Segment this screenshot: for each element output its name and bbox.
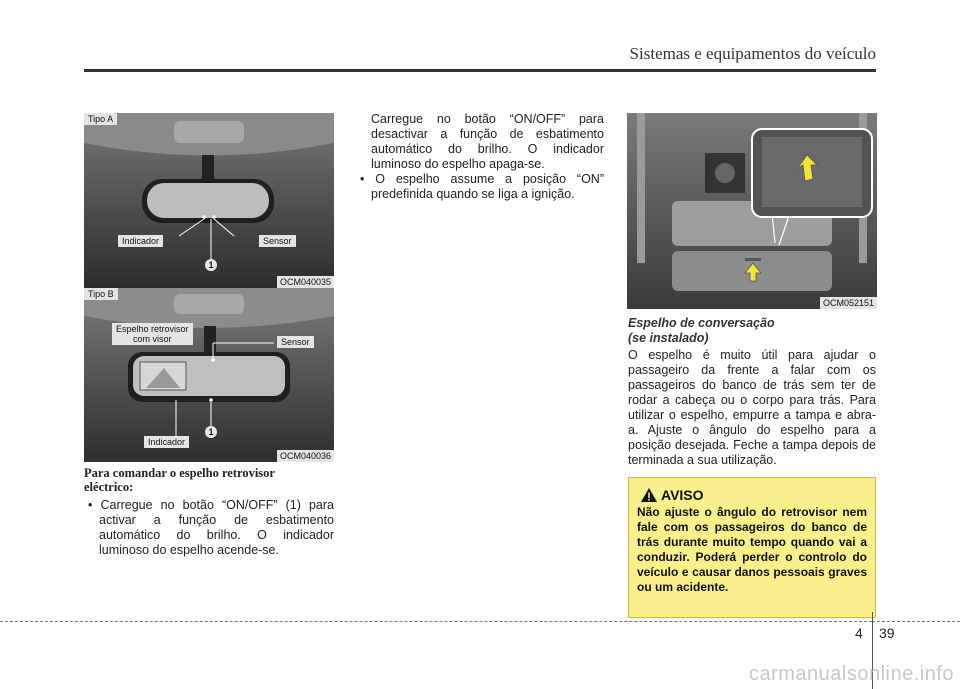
conversation-mirror-body: O espelho é muito útil para ajudar o passageiro da frente a falar com os passageiros do banco de trás sem ter de rodar a cabeça ou o corpo para trás. Para utilizar o espelho, empurre a tampa e abra-a. Ajuste o ângulo do espelho para a posição desejada. Feche a tampa depois de terminada a sua utilização. xyxy=(628,348,876,467)
bullet-activate-text: Carregue no botão “ON/OFF” (1) para activar a função de esbatimento automático do brilho. O indicador luminoso do espelho acende-se. xyxy=(99,498,335,557)
header-rule xyxy=(84,69,876,72)
conversation-mirror-illustration xyxy=(627,113,877,309)
conv-heading-line1: Espelho de conversação xyxy=(628,316,775,330)
figure-code-b: OCM040036 xyxy=(277,450,334,462)
figure-conversation-mirror xyxy=(627,113,877,309)
bullet-ignition: • O espelho assume a posição “ON” predefinida quando se liga a ignição. xyxy=(360,172,604,201)
bullet-ignition-text: O espelho assume a posição “ON” predefinida quando se liga a ignição. xyxy=(371,172,604,201)
sensor-callout: Sensor xyxy=(259,235,296,247)
chapter-number: 4 xyxy=(855,625,863,641)
button-number-marker-b: 1 xyxy=(205,426,217,438)
column-3-text xyxy=(628,316,876,468)
conversation-mirror-heading xyxy=(628,316,876,346)
button-number-marker: 1 xyxy=(205,259,217,271)
column-2-text xyxy=(356,112,604,202)
indicador-callout: Indicador xyxy=(118,235,163,247)
sensor-callout-b: Sensor xyxy=(277,336,314,348)
warning-text: Não ajuste o ângulo do retrovisor nem fale com os passageiros do banco de trás durante muito tempo quando vai a conduzir. Poderá perder o controlo do veículo e causar danos pessoais graves ou um acidente. xyxy=(637,505,867,594)
tipo-a-label: Tipo A xyxy=(84,113,117,125)
header-title: Sistemas e equipamentos do veículo xyxy=(629,44,876,63)
tipo-b-label: Tipo B xyxy=(84,288,118,300)
warning-triangle-icon xyxy=(640,487,658,503)
espelho-line2: com visor xyxy=(133,334,172,344)
section-heading xyxy=(84,466,334,494)
warning-title: AVISO xyxy=(661,487,704,503)
heading-line2: eléctrico: xyxy=(84,480,134,494)
heading-line1: Para comandar o espelho retrovisor xyxy=(84,466,275,480)
espelho-line1: Espelho retrovisor xyxy=(116,324,189,334)
figure-code-a: OCM040035 xyxy=(277,276,334,288)
footer-rule-right xyxy=(872,621,960,622)
indicador-callout-b: Indicador xyxy=(144,436,189,448)
figure-tipo-b xyxy=(84,288,334,462)
footer-rule xyxy=(0,621,872,622)
warning-box xyxy=(628,477,876,618)
espelho-callout xyxy=(112,323,193,345)
figure-tipo-a xyxy=(84,113,334,288)
page-number: 39 xyxy=(879,625,895,641)
bullet-deactivate: Carregue no botão “ON/OFF” para desactivar a função de esbatimento automático do brilho. O indicador luminoso do espelho apaga-se. xyxy=(371,112,604,171)
column-1-text xyxy=(84,466,334,558)
bullet-activate: • Carregue no botão “ON/OFF” (1) para activar a função de esbatimento automático do brilho. O indicador luminoso do espelho acende-se. xyxy=(88,498,335,557)
watermark: carmanualsonline.info xyxy=(748,663,954,685)
conv-heading-line2: (se instalado) xyxy=(628,331,709,345)
figure-code-c: OCM052151 xyxy=(820,297,877,309)
